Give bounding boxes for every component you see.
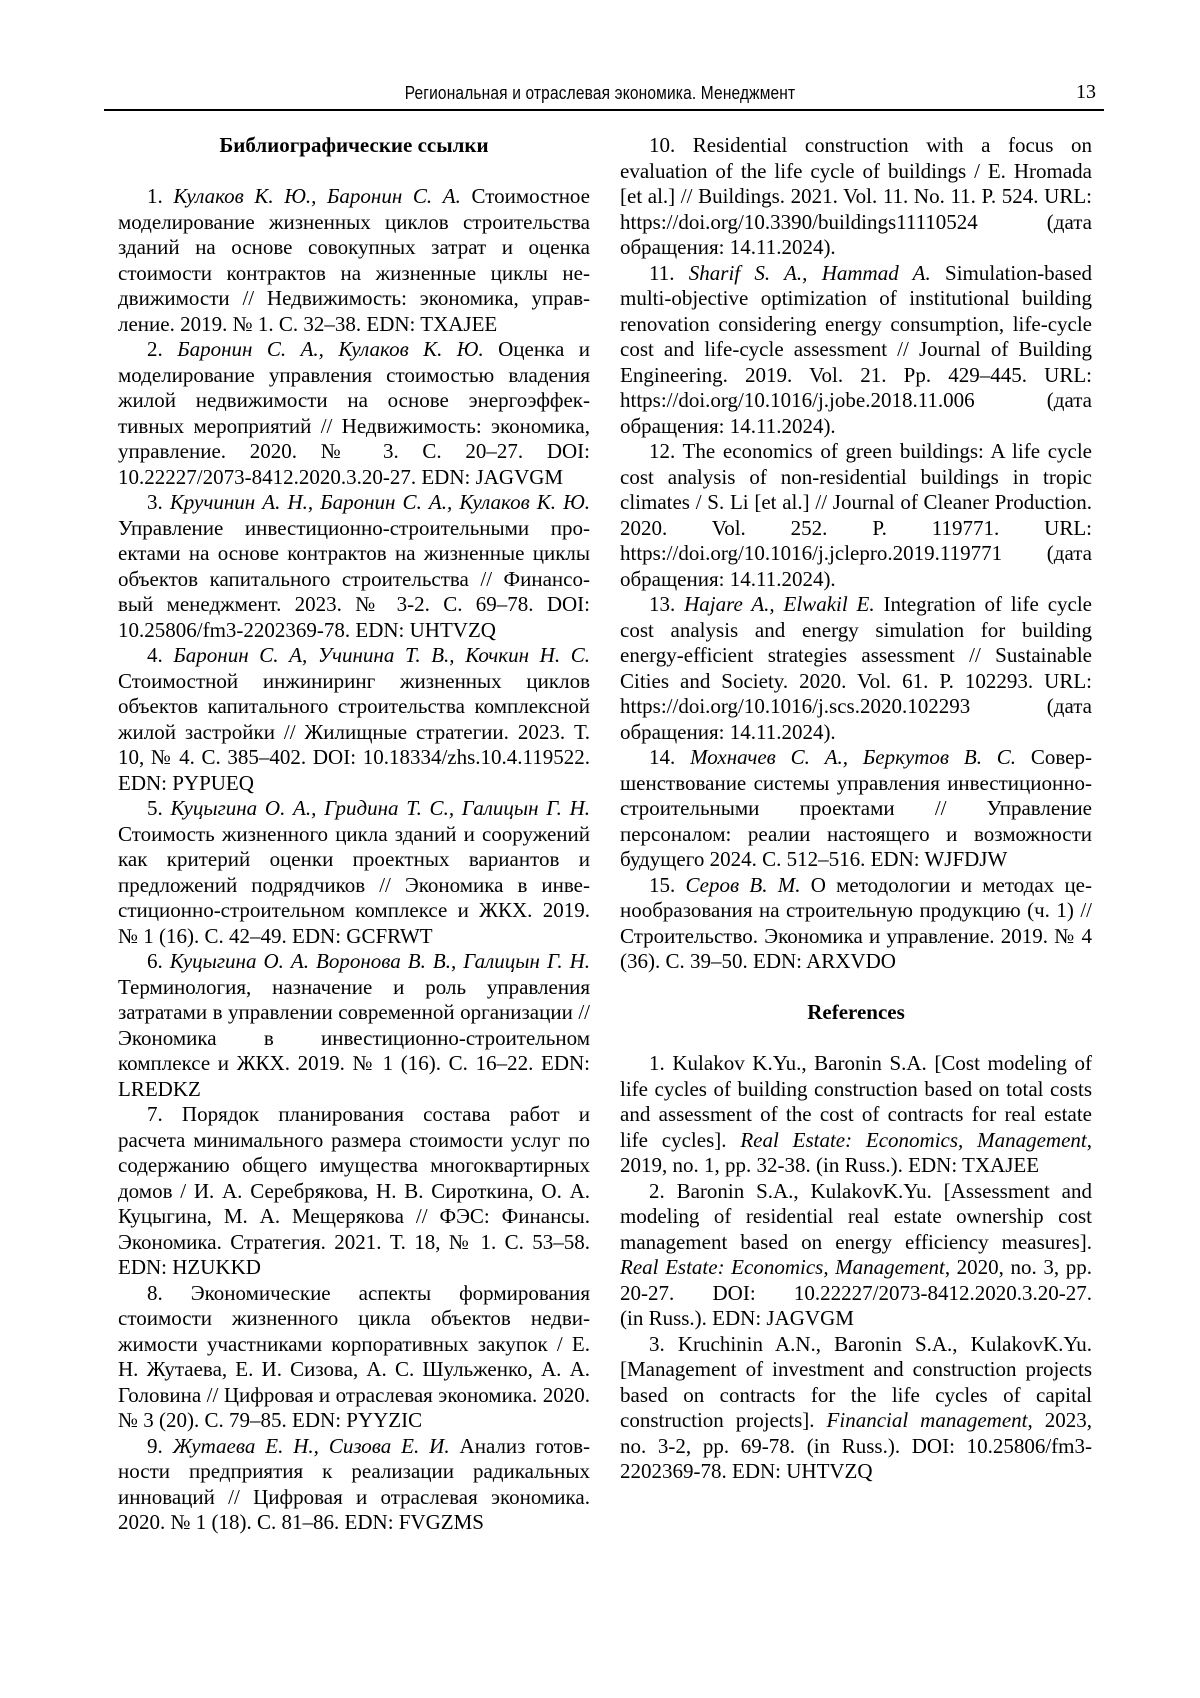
two-column-text-block: [118, 133, 1092, 1536]
reference-text: 11.: [649, 260, 689, 285]
reference-text: Стоимостное моделирование жизненных циклов строительства зданий на основе совокупных затрат и оценка стоимости контрактов на жизненные циклы недвижимости // Недвижимость: экономика, управление. 2019. № 1. С. 32–38. EDN: TXAJEE: [118, 184, 591, 336]
reference-text: 15.: [649, 872, 686, 897]
reference-authors-italic: Куцыгина О. А. Воронова В. В., Галицын Г. Н.: [169, 949, 590, 973]
reference-text: 13.: [649, 592, 685, 616]
reference-authors-italic: Жутаева Е. Н., Сизова Е. И.: [172, 1433, 450, 1458]
reference-entry: [620, 133, 1092, 261]
reference-authors-italic: Кулаков К. Ю., Баронин С. А.: [173, 184, 461, 208]
reference-text: 2.: [147, 337, 178, 361]
reference-entry: [118, 337, 590, 490]
reference-text: 14.: [649, 745, 691, 769]
right-column: [620, 133, 1092, 1536]
reference-text: Управление инвестиционно-строительными проектами на основе контрактов на жизненные циклы объектов капитального строительства // Финансовый менеджмент. 2023. № 3-2. С. 69–78. DOI: 10.25806/fm3-2202369-78. EDN: UHTVZQ: [118, 515, 590, 642]
reference-text: Совершенствование системы управления инвестиционно-строительными проектами // Управление персоналом: реалии настоящего и возможности будущего 2024. С. 512–516. EDN: WJFDJW: [620, 745, 1093, 871]
references-list: [620, 1051, 1092, 1485]
bibliography-list: [118, 184, 590, 1536]
reference-text: , 2019, no. 1, pp. 32-38. (in Russ.). EDN: TXAJEE: [620, 1127, 1092, 1177]
reference-authors-italic: Кручинин А. Н., Баронин С. А., Кулаков К. Ю.: [169, 490, 591, 514]
reference-text: 8. Экономические аспекты формирования стоимости жизненного цикла объектов недвижимости участниками корпоративных закупок / Е. Н. Жутаева, Е. И. Сизова, А. С. Шульженко, А. А. Головина // Цифровая и отраслевая экономика. 2020. № 3 (20). С. 79–85. EDN: PYYZIC: [118, 1280, 590, 1432]
reference-text: , 2023, no. 3-2, pp. 69-78. (in Russ.). DOI: 10.25806/fm3-2202369-78. EDN: UHTVZQ: [620, 1408, 1092, 1483]
reference-text: , 2020, no. 3, pp. 20-27. DOI: 10.22227/2073-8412.2020.3.20-27. (in Russ.). EDN: JAGVGM: [620, 1255, 1093, 1330]
reference-entry: [620, 873, 1092, 975]
reference-entry: [118, 796, 590, 949]
reference-entry: [118, 949, 590, 1102]
reference-authors-italic: Мохначев С. А., Беркутов В. С.: [690, 745, 1017, 769]
reference-text: 12. The economics of green buildings: A life cycle cost analysis of non-residential buildings in tropic climates / S. Li [et al.] // Journal of Cleaner Production. 2020. Vol. 252. P. 119771. URL: https://doi.org/10.1016/j.jclepro.2019.119771 (дата обращения: 14.11.2024).: [620, 439, 1092, 591]
reference-entry: [620, 745, 1092, 873]
reference-entry: [620, 592, 1092, 745]
reference-entry: [118, 490, 590, 643]
reference-authors-italic: Sharif S. A., Hammad A.: [688, 260, 931, 285]
left-column: [118, 133, 590, 1536]
reference-text: 4.: [147, 643, 174, 667]
header-rule: [104, 109, 1104, 111]
reference-entry: [118, 1281, 590, 1434]
reference-authors-italic: Баронин С. А., Кулаков К. Ю.: [177, 337, 484, 361]
reference-authors-italic: Баронин С. А, Учинина Т. В., Кочкин Н. С.: [173, 643, 590, 667]
reference-text: 3.: [147, 490, 170, 514]
reference-entry: [118, 643, 590, 796]
bibliography-list-continued: [620, 133, 1092, 975]
reference-text: 2. Baronin S.A., KulakovK.Yu. [Assessment and modeling of residential real estate ownership cost management based on energy efficiency measures].: [620, 1178, 1092, 1254]
reference-entry: [620, 1179, 1092, 1332]
bibliography-heading: Библиографические ссылки: [219, 133, 489, 157]
reference-text: 3. Kruchinin A.N., Baronin S.A., KulakovK.Yu. [Management of investment and construction projects based on contracts for the life cycles of capital construction projects].: [620, 1331, 1092, 1432]
reference-authors-italic: Financial management: [826, 1408, 1028, 1432]
reference-text: Терминология, назначение и роль управления затратами в управлении современной организации // Экономика в инвестиционно-строительном комплексе и ЖКХ. 2019. № 1 (16). С. 16–22. EDN: LREDKZ: [118, 974, 590, 1101]
reference-authors-italic: Куцыгина О. А., Гридина Т. С., Галицын Г. Н.: [170, 796, 590, 820]
reference-text: 7. Порядок планирования состава работ и расчета минимального размера стоимости услуг по содержанию общего имущества многоквартирных домов / И. А. Серебрякова, Н. В. Сироткина, О. А. Куцыгина, М. А. Мещерякова // ФЭС: Финансы. Экономика. Стратегия. 2021. Т. 18, № 1. С. 53–58. EDN: HZUKKD: [118, 1102, 590, 1279]
reference-text: 6.: [147, 949, 170, 973]
reference-text: Стоимость жизненного цикла зданий и сооружений как критерий оценки проектных вариантов и предложений подрядчиков // Экономика в инвестиционно-строительном комплексе и ЖКХ. 2019. № 1 (16). С. 42–49. EDN: GCFRWT: [118, 821, 590, 948]
reference-entry: [118, 1434, 590, 1536]
running-header-title: Региональная и отраслевая экономика. Менеджмент: [404, 83, 796, 103]
reference-text: Анализ готовности предприятия к реализации радикальных инноваций // Цифровая и отраслевая экономика. 2020. № 1 (18). С. 81–86. EDN: FVGZMS: [118, 1433, 591, 1534]
reference-text: 1.: [147, 184, 174, 208]
page-number: 13: [1076, 81, 1096, 103]
reference-text: 10. Residential construction with a focus on evaluation of the life cycle of buildings / E. Hromada [et al.] // Buildings. 2021. Vol. 11. No. 11. P. 524. URL: https://doi.org/10.3390/buildings11110524 (дата обращения: 14.11.2024).: [620, 133, 1092, 259]
reference-text: Simulation-based multi-objective optimization of institutional building renovation considering energy consumption, life-cycle cost and life-cycle assessment // Journal of Building Engineering. 2019. Vol. 21. Pp. 429–445. URL: https://doi.org/10.1016/j.jobe.2018.11.006 (дата обращения: 14.11.2024).: [620, 260, 1092, 438]
reference-authors-italic: Real Estate: Economics, Management: [620, 1255, 945, 1279]
reference-entry: [620, 1051, 1092, 1179]
reference-entry: [118, 1102, 590, 1281]
reference-text: Оценка и моделирование управления стоимостью владения жилой недвижимости на основе энергоэффективных мероприятий // Недвижимость: экономика, управление. 2020. № 3. С. 20–27. DOI: 10.22227/2073-8412.2020.3.20-27. EDN: JAGVGM: [118, 337, 590, 489]
reference-entry: [620, 439, 1092, 592]
reference-text: 9.: [147, 1433, 173, 1458]
reference-text: Стоимостной инжиниринг жизненных циклов объектов капитального строительства комплексной жилой застройки // Жилищные стратегии. 2023. Т. 10, № 4. С. 385–402. DOI: 10.18334/zhs.10.4.119522. EDN: PYPUEQ: [118, 668, 590, 795]
reference-entry: [118, 184, 590, 337]
reference-entry: [620, 261, 1092, 440]
reference-authors-italic: Real Estate: Economics, Management: [740, 1127, 1087, 1152]
reference-entry: [620, 1332, 1092, 1485]
reference-text: О методологии и методах ценообразования на строительную продукцию (ч. 1) // Строительство. Экономика и управление. 2019. № 4 (36). С. 39–50. EDN: ARXVDO: [620, 872, 1092, 973]
references-heading: References: [807, 1000, 905, 1024]
reference-authors-italic: Hajare A., Elwakil E.: [684, 592, 875, 616]
reference-text: 1. Kulakov K.Yu., Baronin S.A. [Cost modeling of life cycles of building construction based on total costs and assessment of the cost of contracts for real estate life cycles].: [620, 1051, 1092, 1152]
reference-authors-italic: Серов В. М.: [685, 872, 801, 897]
reference-text: 5.: [147, 796, 171, 820]
reference-text: Integration of life cycle cost analysis and energy simulation for building energy-efficient strategies assessment // Sustainable Cities and Society. 2020. Vol. 61. P. 102293. URL: https://doi.org/10.1016/j.scs.2020.102293 (дата обращения: 14.11.2024).: [620, 592, 1092, 744]
